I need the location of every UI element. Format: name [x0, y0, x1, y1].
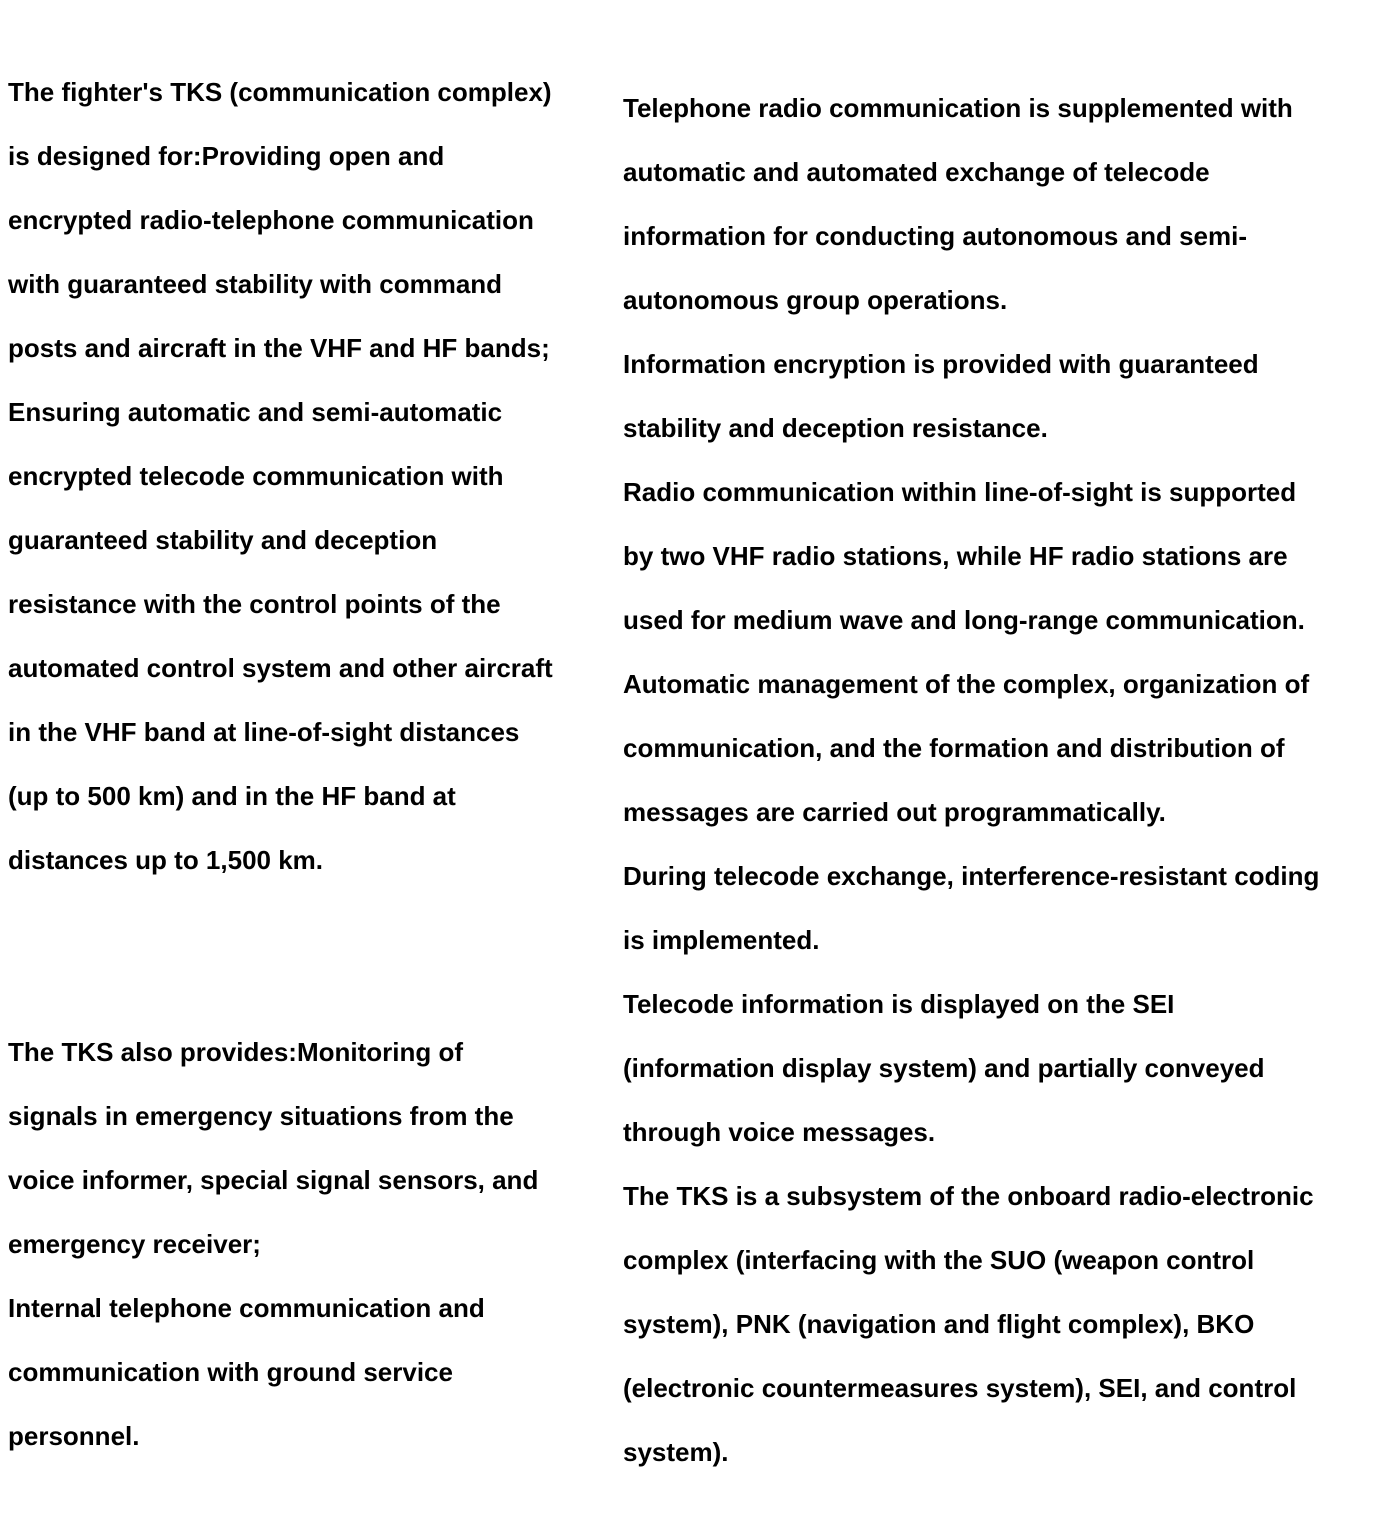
text-line: Telephone radio communication is supplemented with [623, 93, 1293, 123]
text-line: complex (interfacing with the SUO (weapon control [623, 1245, 1255, 1275]
text-line: is designed for:Providing open and [8, 141, 445, 171]
left-text-column [8, 12, 608, 1516]
text-line: Information encryption is provided with guaranteed [623, 349, 1259, 379]
text-line: During telecode exchange, interference-resistant coding [623, 861, 1320, 891]
text-line: in the VHF band at line-of-sight distances [8, 717, 520, 747]
text-line: automated control system and other aircraft [8, 653, 553, 683]
text-line: The TKS also provides:Monitoring of [8, 1037, 463, 1067]
text-line: distances up to 1,500 km. [8, 845, 324, 875]
text-line: The TKS is a subsystem of the onboard radio-electronic [623, 1181, 1314, 1211]
text-line: Ensuring automatic and semi-automatic [8, 397, 503, 427]
text-line: system), PNK (navigation and flight complex), BKO [623, 1309, 1255, 1339]
text-line: posts and aircraft in the VHF and HF bands; [8, 333, 550, 363]
text-line: (up to 500 km) and in the HF band at [8, 781, 456, 811]
text-line: (electronic countermeasures system), SEI, and control [623, 1373, 1297, 1403]
text-line: communication with ground service [8, 1357, 453, 1387]
text-line: stability and deception resistance. [623, 413, 1048, 443]
left-block-also-provides [8, 1004, 608, 1484]
text-line: personnel. [8, 1421, 140, 1451]
text-line: information for conducting autonomous and semi- [623, 221, 1247, 251]
text-line: (information display system) and partially conveyed [623, 1053, 1265, 1083]
text-line: messages are carried out programmatically. [623, 797, 1166, 827]
text-line: encrypted telecode communication with [8, 461, 504, 491]
left-block-purpose [8, 44, 608, 908]
right-text-column [623, 28, 1378, 1532]
text-line: through voice messages. [623, 1117, 936, 1147]
text-line: communication, and the formation and distribution of [623, 733, 1285, 763]
text-line: autonomous group operations. [623, 285, 1008, 315]
text-line: Radio communication within line-of-sight is supported [623, 477, 1297, 507]
text-line: emergency receiver; [8, 1229, 261, 1259]
text-line: The fighter's TKS (communication complex) [8, 77, 552, 107]
text-line: by two VHF radio stations, while HF radio stations are [623, 541, 1288, 571]
right-block [623, 60, 1378, 1500]
text-line: with guaranteed stability with command [8, 269, 503, 299]
text-line: encrypted radio-telephone communication [8, 205, 534, 235]
text-line: automatic and automated exchange of telecode [623, 157, 1210, 187]
text-line: Automatic management of the complex, organization of [623, 669, 1310, 699]
text-line: signals in emergency situations from the [8, 1101, 514, 1131]
text-line: used for medium wave and long-range communication. [623, 605, 1305, 635]
text-line: resistance with the control points of the [8, 589, 501, 619]
text-line: voice informer, special signal sensors, and [8, 1165, 539, 1195]
text-line: system). [623, 1437, 729, 1467]
text-line: guaranteed stability and deception [8, 525, 438, 555]
text-line: Internal telephone communication and [8, 1293, 485, 1323]
text-line: Telecode information is displayed on the SEI [623, 989, 1175, 1019]
text-line: is implemented. [623, 925, 820, 955]
paragraph-spacer [8, 940, 608, 972]
